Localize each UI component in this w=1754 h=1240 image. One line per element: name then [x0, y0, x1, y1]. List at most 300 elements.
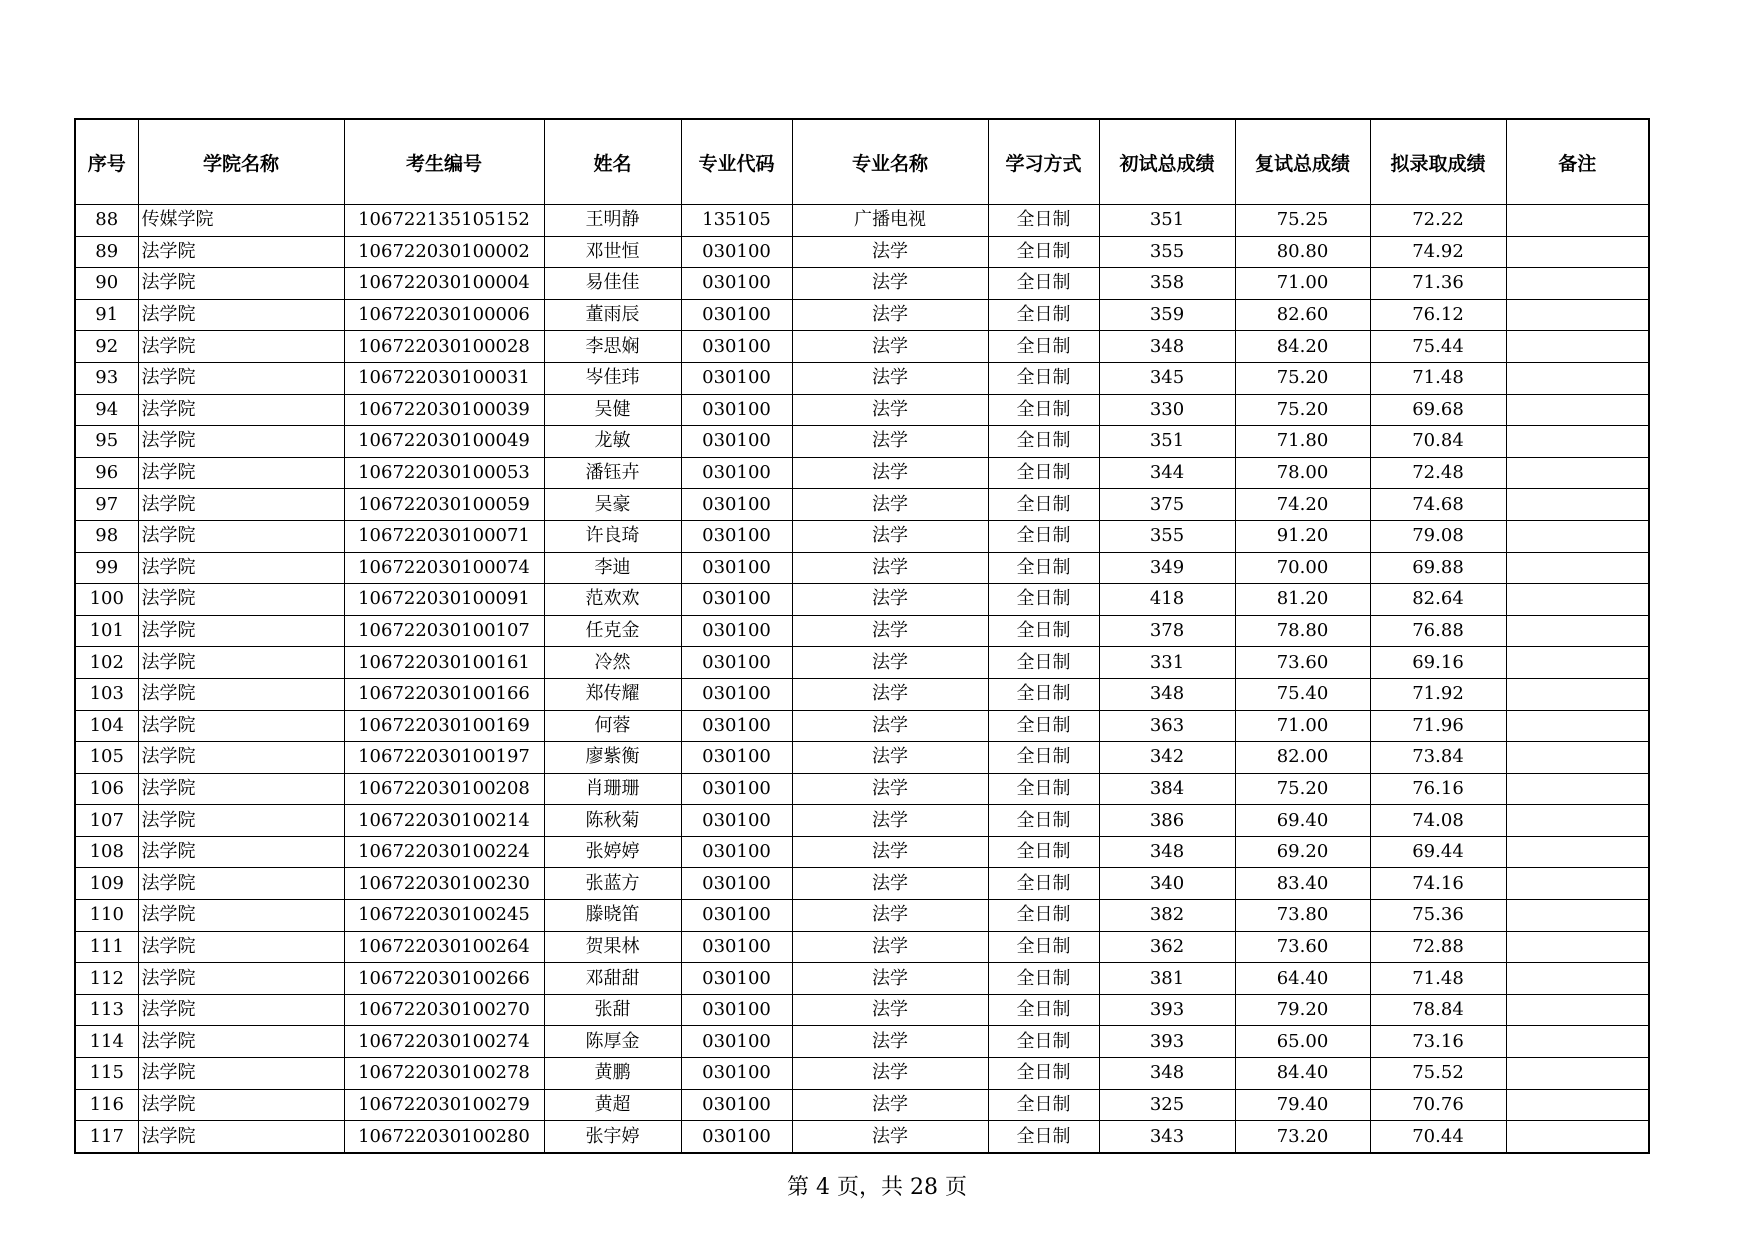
cell-retest-score: 75.20 [1235, 394, 1370, 426]
table-row [75, 678, 1649, 710]
cell-admission-score: 75.52 [1370, 1058, 1506, 1090]
cell-index: 93 [75, 362, 138, 394]
cell-study-mode: 全日制 [988, 678, 1099, 710]
cell-study-mode: 全日制 [988, 1058, 1099, 1090]
cell-name: 张婷婷 [544, 836, 681, 868]
cell-remarks [1506, 900, 1649, 932]
cell-remarks [1506, 678, 1649, 710]
cell-initial-score: 345 [1099, 362, 1235, 394]
cell-admission-score: 79.08 [1370, 520, 1506, 552]
cell-initial-score: 340 [1099, 868, 1235, 900]
table-row [75, 457, 1649, 489]
cell-remarks [1506, 331, 1649, 363]
cell-name: 李迪 [544, 552, 681, 584]
cell-major-code: 030100 [681, 394, 792, 426]
cell-retest-score: 84.40 [1235, 1058, 1370, 1090]
cell-major-name: 法学 [792, 489, 988, 521]
cell-retest-score: 78.80 [1235, 615, 1370, 647]
cell-retest-score: 78.00 [1235, 457, 1370, 489]
cell-candidate-id: 106722030100270 [344, 994, 544, 1026]
cell-major-name: 法学 [792, 868, 988, 900]
table-row [75, 268, 1649, 300]
cell-initial-score: 342 [1099, 742, 1235, 774]
cell-study-mode: 全日制 [988, 805, 1099, 837]
cell-study-mode: 全日制 [988, 647, 1099, 679]
cell-name: 张宇婷 [544, 1121, 681, 1153]
cell-initial-score: 351 [1099, 426, 1235, 458]
cell-admission-score: 69.88 [1370, 552, 1506, 584]
cell-initial-score: 375 [1099, 489, 1235, 521]
header-row [75, 119, 1649, 205]
cell-major-code: 030100 [681, 647, 792, 679]
cell-study-mode: 全日制 [988, 205, 1099, 237]
table-row [75, 931, 1649, 963]
cell-index: 102 [75, 647, 138, 679]
cell-retest-score: 73.60 [1235, 931, 1370, 963]
cell-major-code: 030100 [681, 426, 792, 458]
cell-major-code: 030100 [681, 1089, 792, 1121]
cell-initial-score: 362 [1099, 931, 1235, 963]
cell-remarks [1506, 299, 1649, 331]
cell-initial-score: 393 [1099, 994, 1235, 1026]
cell-candidate-id: 106722030100059 [344, 489, 544, 521]
table-row [75, 1026, 1649, 1058]
cell-college: 法学院 [138, 900, 344, 932]
cell-initial-score: 351 [1099, 205, 1235, 237]
cell-initial-score: 348 [1099, 1058, 1235, 1090]
cell-admission-score: 71.48 [1370, 362, 1506, 394]
cell-major-name: 法学 [792, 994, 988, 1026]
cell-admission-score: 75.36 [1370, 900, 1506, 932]
cell-initial-score: 348 [1099, 331, 1235, 363]
cell-index: 99 [75, 552, 138, 584]
cell-major-name: 法学 [792, 742, 988, 774]
cell-index: 89 [75, 236, 138, 268]
cell-college: 法学院 [138, 647, 344, 679]
cell-major-name: 法学 [792, 1089, 988, 1121]
cell-candidate-id: 106722030100006 [344, 299, 544, 331]
cell-initial-score: 359 [1099, 299, 1235, 331]
cell-major-code: 030100 [681, 615, 792, 647]
cell-study-mode: 全日制 [988, 394, 1099, 426]
cell-major-code: 030100 [681, 489, 792, 521]
cell-index: 112 [75, 963, 138, 995]
cell-index: 117 [75, 1121, 138, 1153]
cell-candidate-id: 106722030100278 [344, 1058, 544, 1090]
cell-candidate-id: 106722030100004 [344, 268, 544, 300]
cell-index: 114 [75, 1026, 138, 1058]
table-row [75, 584, 1649, 616]
cell-study-mode: 全日制 [988, 868, 1099, 900]
cell-initial-score: 349 [1099, 552, 1235, 584]
cell-retest-score: 70.00 [1235, 552, 1370, 584]
cell-major-code: 030100 [681, 710, 792, 742]
cell-major-name: 法学 [792, 710, 988, 742]
cell-admission-score: 71.92 [1370, 678, 1506, 710]
cell-admission-score: 69.16 [1370, 647, 1506, 679]
cell-study-mode: 全日制 [988, 268, 1099, 300]
cell-initial-score: 355 [1099, 236, 1235, 268]
cell-remarks [1506, 1026, 1649, 1058]
table-row [75, 868, 1649, 900]
cell-initial-score: 393 [1099, 1026, 1235, 1058]
table-row [75, 773, 1649, 805]
cell-major-name: 法学 [792, 931, 988, 963]
cell-index: 109 [75, 868, 138, 900]
cell-college: 法学院 [138, 331, 344, 363]
cell-college: 法学院 [138, 1026, 344, 1058]
cell-admission-score: 73.16 [1370, 1026, 1506, 1058]
page-footer [0, 1170, 1754, 1201]
header-admission-score: 拟录取成绩 [1370, 119, 1506, 205]
cell-study-mode: 全日制 [988, 489, 1099, 521]
cell-initial-score: 384 [1099, 773, 1235, 805]
cell-name: 冷然 [544, 647, 681, 679]
cell-candidate-id: 106722030100264 [344, 931, 544, 963]
cell-study-mode: 全日制 [988, 584, 1099, 616]
cell-admission-score: 74.08 [1370, 805, 1506, 837]
cell-name: 任克金 [544, 615, 681, 647]
cell-study-mode: 全日制 [988, 1089, 1099, 1121]
cell-candidate-id: 106722030100208 [344, 773, 544, 805]
cell-index: 108 [75, 836, 138, 868]
cell-initial-score: 348 [1099, 678, 1235, 710]
cell-index: 107 [75, 805, 138, 837]
cell-admission-score: 70.44 [1370, 1121, 1506, 1153]
cell-retest-score: 71.80 [1235, 426, 1370, 458]
cell-admission-score: 74.92 [1370, 236, 1506, 268]
cell-index: 91 [75, 299, 138, 331]
cell-retest-score: 80.80 [1235, 236, 1370, 268]
cell-index: 90 [75, 268, 138, 300]
cell-initial-score: 382 [1099, 900, 1235, 932]
cell-candidate-id: 106722030100274 [344, 1026, 544, 1058]
cell-candidate-id: 106722030100169 [344, 710, 544, 742]
cell-initial-score: 386 [1099, 805, 1235, 837]
table-row [75, 489, 1649, 521]
cell-study-mode: 全日制 [988, 615, 1099, 647]
cell-major-name: 法学 [792, 552, 988, 584]
cell-retest-score: 84.20 [1235, 331, 1370, 363]
cell-name: 吴健 [544, 394, 681, 426]
cell-major-name: 法学 [792, 836, 988, 868]
cell-major-code: 030100 [681, 331, 792, 363]
cell-college: 法学院 [138, 868, 344, 900]
cell-major-name: 法学 [792, 1026, 988, 1058]
cell-retest-score: 69.20 [1235, 836, 1370, 868]
cell-candidate-id: 106722030100091 [344, 584, 544, 616]
cell-index: 103 [75, 678, 138, 710]
cell-college: 法学院 [138, 963, 344, 995]
cell-major-code: 030100 [681, 900, 792, 932]
admission-table [74, 118, 1650, 1154]
cell-major-name: 法学 [792, 647, 988, 679]
cell-college: 法学院 [138, 394, 344, 426]
table-row [75, 426, 1649, 458]
cell-admission-score: 75.44 [1370, 331, 1506, 363]
cell-index: 105 [75, 742, 138, 774]
header-college: 学院名称 [138, 119, 344, 205]
cell-candidate-id: 106722030100107 [344, 615, 544, 647]
cell-name: 贺果林 [544, 931, 681, 963]
cell-remarks [1506, 868, 1649, 900]
cell-college: 传媒学院 [138, 205, 344, 237]
cell-remarks [1506, 236, 1649, 268]
cell-college: 法学院 [138, 836, 344, 868]
cell-admission-score: 70.76 [1370, 1089, 1506, 1121]
cell-retest-score: 74.20 [1235, 489, 1370, 521]
cell-college: 法学院 [138, 742, 344, 774]
cell-college: 法学院 [138, 457, 344, 489]
cell-college: 法学院 [138, 615, 344, 647]
cell-remarks [1506, 489, 1649, 521]
cell-candidate-id: 106722030100166 [344, 678, 544, 710]
cell-major-code: 030100 [681, 868, 792, 900]
header-index: 序号 [75, 119, 138, 205]
cell-major-code: 135105 [681, 205, 792, 237]
cell-index: 104 [75, 710, 138, 742]
cell-major-name: 法学 [792, 900, 988, 932]
cell-retest-score: 64.40 [1235, 963, 1370, 995]
table-row [75, 520, 1649, 552]
cell-major-code: 030100 [681, 1121, 792, 1153]
cell-index: 94 [75, 394, 138, 426]
cell-retest-score: 73.80 [1235, 900, 1370, 932]
table-row [75, 362, 1649, 394]
header-retest-score: 复试总成绩 [1235, 119, 1370, 205]
cell-name: 张甜 [544, 994, 681, 1026]
cell-initial-score: 355 [1099, 520, 1235, 552]
cell-retest-score: 75.40 [1235, 678, 1370, 710]
cell-major-code: 030100 [681, 805, 792, 837]
cell-study-mode: 全日制 [988, 963, 1099, 995]
cell-index: 88 [75, 205, 138, 237]
cell-remarks [1506, 1089, 1649, 1121]
cell-initial-score: 363 [1099, 710, 1235, 742]
cell-name: 廖紫衡 [544, 742, 681, 774]
cell-remarks [1506, 268, 1649, 300]
cell-name: 龙敏 [544, 426, 681, 458]
cell-study-mode: 全日制 [988, 299, 1099, 331]
cell-index: 100 [75, 584, 138, 616]
table-row [75, 994, 1649, 1026]
cell-name: 陈秋菊 [544, 805, 681, 837]
cell-retest-score: 82.60 [1235, 299, 1370, 331]
cell-initial-score: 325 [1099, 1089, 1235, 1121]
cell-initial-score: 344 [1099, 457, 1235, 489]
cell-remarks [1506, 963, 1649, 995]
cell-admission-score: 74.68 [1370, 489, 1506, 521]
cell-major-code: 030100 [681, 1026, 792, 1058]
table-row [75, 742, 1649, 774]
cell-college: 法学院 [138, 520, 344, 552]
cell-remarks [1506, 584, 1649, 616]
cell-index: 95 [75, 426, 138, 458]
cell-admission-score: 73.84 [1370, 742, 1506, 774]
cell-major-name: 法学 [792, 615, 988, 647]
header-candidate-id: 考生编号 [344, 119, 544, 205]
cell-remarks [1506, 805, 1649, 837]
cell-remarks [1506, 836, 1649, 868]
cell-candidate-id: 106722030100049 [344, 426, 544, 458]
table-row [75, 1121, 1649, 1153]
cell-study-mode: 全日制 [988, 1026, 1099, 1058]
cell-candidate-id: 106722030100074 [344, 552, 544, 584]
table-row [75, 647, 1649, 679]
cell-major-name: 法学 [792, 1121, 988, 1153]
table-row [75, 331, 1649, 363]
table-row [75, 710, 1649, 742]
cell-study-mode: 全日制 [988, 994, 1099, 1026]
cell-retest-score: 91.20 [1235, 520, 1370, 552]
cell-major-name: 法学 [792, 963, 988, 995]
cell-remarks [1506, 205, 1649, 237]
cell-college: 法学院 [138, 268, 344, 300]
table-row [75, 805, 1649, 837]
table-row [75, 236, 1649, 268]
cell-admission-score: 76.16 [1370, 773, 1506, 805]
cell-major-name: 法学 [792, 678, 988, 710]
table-row [75, 394, 1649, 426]
cell-major-code: 030100 [681, 931, 792, 963]
cell-study-mode: 全日制 [988, 331, 1099, 363]
header-major-name: 专业名称 [792, 119, 988, 205]
cell-name: 黄超 [544, 1089, 681, 1121]
cell-college: 法学院 [138, 236, 344, 268]
table-row [75, 552, 1649, 584]
page-number: 第 4 页，共 28 页 [787, 1175, 967, 1200]
cell-initial-score: 343 [1099, 1121, 1235, 1153]
cell-retest-score: 82.00 [1235, 742, 1370, 774]
cell-candidate-id: 106722030100039 [344, 394, 544, 426]
cell-index: 110 [75, 900, 138, 932]
cell-name: 黄鹏 [544, 1058, 681, 1090]
cell-study-mode: 全日制 [988, 742, 1099, 774]
cell-index: 115 [75, 1058, 138, 1090]
cell-major-name: 法学 [792, 299, 988, 331]
cell-college: 法学院 [138, 1058, 344, 1090]
cell-admission-score: 71.48 [1370, 963, 1506, 995]
cell-major-name: 法学 [792, 331, 988, 363]
cell-admission-score: 74.16 [1370, 868, 1506, 900]
cell-index: 111 [75, 931, 138, 963]
cell-name: 易佳佳 [544, 268, 681, 300]
header-remarks: 备注 [1506, 119, 1649, 205]
cell-candidate-id: 106722030100266 [344, 963, 544, 995]
cell-initial-score: 331 [1099, 647, 1235, 679]
cell-candidate-id: 106722030100028 [344, 331, 544, 363]
cell-major-code: 030100 [681, 1058, 792, 1090]
cell-candidate-id: 106722030100280 [344, 1121, 544, 1153]
header-initial-score: 初试总成绩 [1099, 119, 1235, 205]
cell-remarks [1506, 710, 1649, 742]
cell-major-code: 030100 [681, 552, 792, 584]
cell-admission-score: 72.22 [1370, 205, 1506, 237]
cell-retest-score: 79.20 [1235, 994, 1370, 1026]
cell-name: 肖珊珊 [544, 773, 681, 805]
cell-retest-score: 83.40 [1235, 868, 1370, 900]
cell-candidate-id: 106722030100071 [344, 520, 544, 552]
cell-study-mode: 全日制 [988, 552, 1099, 584]
table-row [75, 836, 1649, 868]
cell-study-mode: 全日制 [988, 520, 1099, 552]
cell-retest-score: 75.20 [1235, 362, 1370, 394]
cell-initial-score: 381 [1099, 963, 1235, 995]
cell-study-mode: 全日制 [988, 236, 1099, 268]
cell-college: 法学院 [138, 584, 344, 616]
cell-major-code: 030100 [681, 963, 792, 995]
cell-major-code: 030100 [681, 268, 792, 300]
cell-remarks [1506, 742, 1649, 774]
cell-major-code: 030100 [681, 362, 792, 394]
cell-initial-score: 348 [1099, 836, 1235, 868]
cell-retest-score: 71.00 [1235, 268, 1370, 300]
cell-major-name: 法学 [792, 584, 988, 616]
cell-name: 陈厚金 [544, 1026, 681, 1058]
cell-remarks [1506, 1058, 1649, 1090]
cell-remarks [1506, 773, 1649, 805]
cell-name: 郑传耀 [544, 678, 681, 710]
cell-major-name: 法学 [792, 773, 988, 805]
cell-remarks [1506, 362, 1649, 394]
cell-major-name: 法学 [792, 805, 988, 837]
cell-candidate-id: 106722135105152 [344, 205, 544, 237]
table-body [75, 205, 1649, 1153]
header-study-mode: 学习方式 [988, 119, 1099, 205]
table-row [75, 1058, 1649, 1090]
table-row [75, 299, 1649, 331]
cell-admission-score: 69.44 [1370, 836, 1506, 868]
cell-remarks [1506, 647, 1649, 679]
cell-name: 李思娴 [544, 331, 681, 363]
cell-college: 法学院 [138, 710, 344, 742]
cell-index: 101 [75, 615, 138, 647]
cell-major-code: 030100 [681, 299, 792, 331]
cell-major-name: 法学 [792, 426, 988, 458]
cell-study-mode: 全日制 [988, 900, 1099, 932]
cell-retest-score: 75.20 [1235, 773, 1370, 805]
cell-remarks [1506, 457, 1649, 489]
cell-college: 法学院 [138, 362, 344, 394]
cell-college: 法学院 [138, 489, 344, 521]
cell-admission-score: 69.68 [1370, 394, 1506, 426]
cell-index: 98 [75, 520, 138, 552]
cell-candidate-id: 106722030100161 [344, 647, 544, 679]
cell-major-code: 030100 [681, 773, 792, 805]
cell-index: 97 [75, 489, 138, 521]
cell-remarks [1506, 520, 1649, 552]
cell-index: 96 [75, 457, 138, 489]
cell-major-code: 030100 [681, 836, 792, 868]
cell-college: 法学院 [138, 299, 344, 331]
cell-study-mode: 全日制 [988, 362, 1099, 394]
cell-candidate-id: 106722030100197 [344, 742, 544, 774]
cell-college: 法学院 [138, 552, 344, 584]
cell-admission-score: 72.88 [1370, 931, 1506, 963]
cell-study-mode: 全日制 [988, 1121, 1099, 1153]
cell-candidate-id: 106722030100230 [344, 868, 544, 900]
cell-name: 王明静 [544, 205, 681, 237]
cell-index: 106 [75, 773, 138, 805]
cell-admission-score: 72.48 [1370, 457, 1506, 489]
cell-name: 董雨辰 [544, 299, 681, 331]
cell-candidate-id: 106722030100279 [344, 1089, 544, 1121]
table-row [75, 1089, 1649, 1121]
cell-admission-score: 71.36 [1370, 268, 1506, 300]
cell-initial-score: 378 [1099, 615, 1235, 647]
cell-name: 吴豪 [544, 489, 681, 521]
table-row [75, 963, 1649, 995]
